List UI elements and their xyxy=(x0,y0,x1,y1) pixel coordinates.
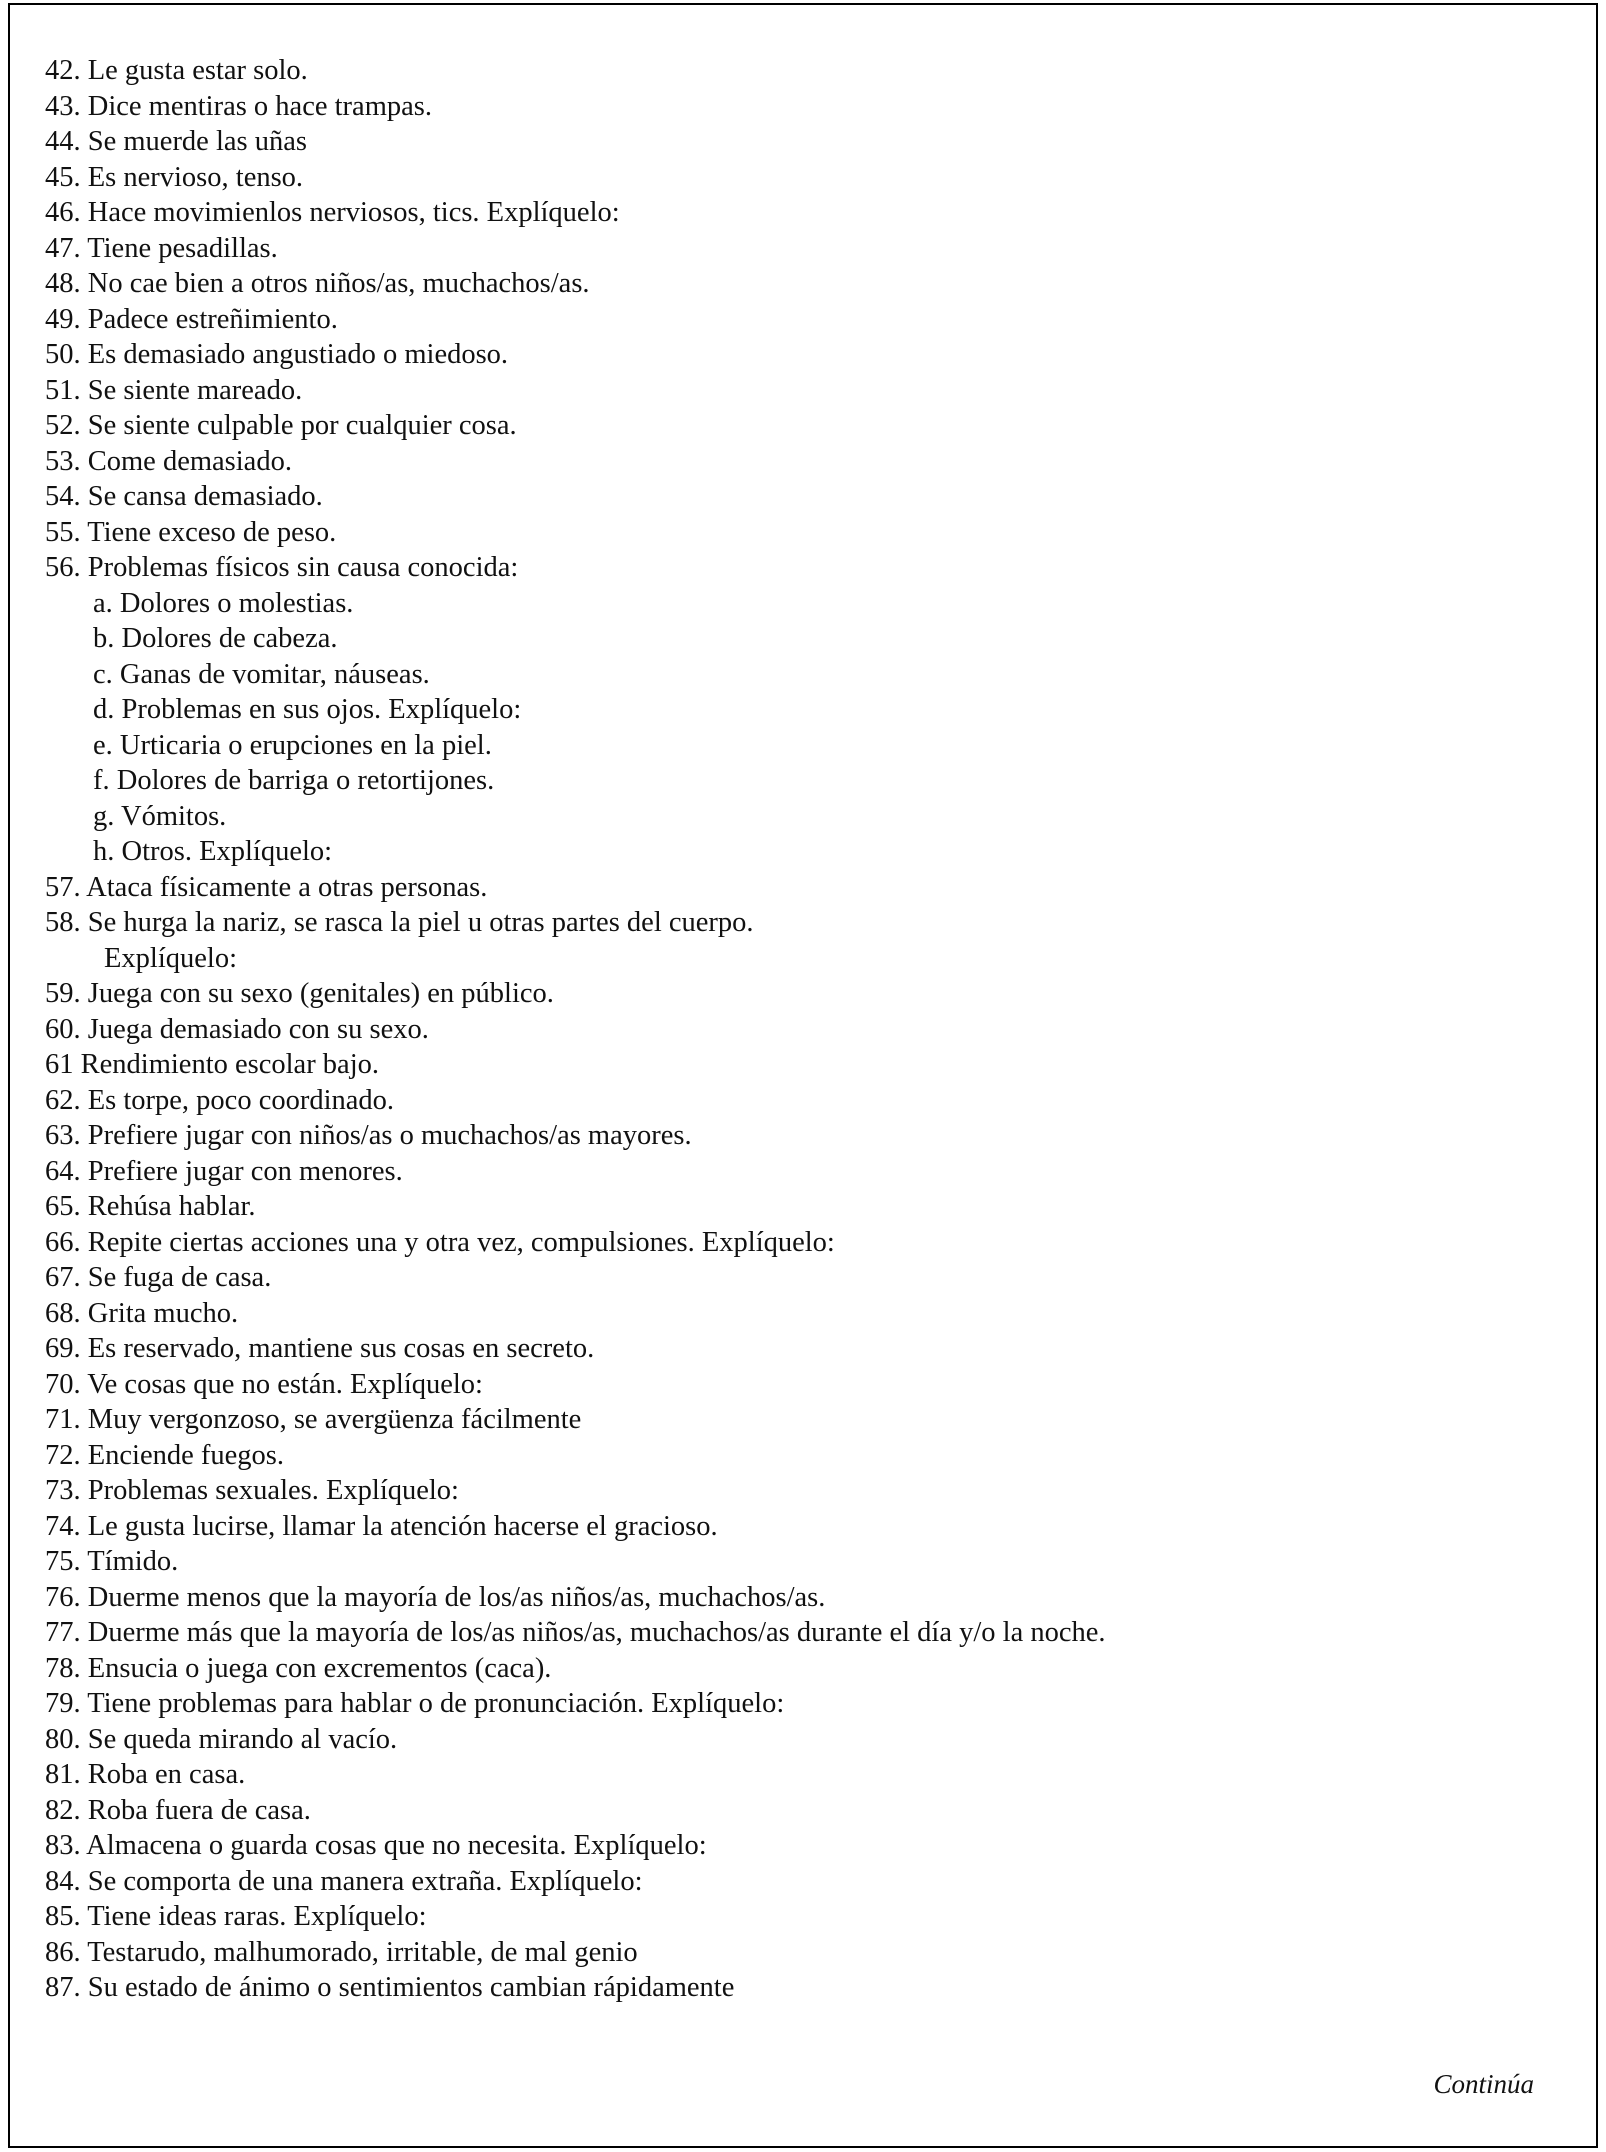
list-item: 85. Tiene ideas raras. Explíquelo: xyxy=(45,1901,427,1932)
sub-list-item: d. Problemas en sus ojos. Explíquelo: xyxy=(93,694,522,725)
sub-list-item: h. Otros. Explíquelo: xyxy=(93,836,333,867)
list-item: 49. Padece estreñimiento. xyxy=(45,303,338,335)
list-item: 72. Enciende fuegos. xyxy=(45,1439,285,1471)
list-item: 58. Se hurga la nariz, se rasca la piel u otras partes del cuerpo. xyxy=(45,907,754,938)
list-item: 73. Problemas sexuales. Explíquelo: xyxy=(45,1475,459,1506)
checklist-items xyxy=(45,53,1106,2006)
list-item: 84. Se comporta de una manera extraña. Explíquelo: xyxy=(45,1865,643,1897)
list-item: 61 Rendimiento escolar bajo. xyxy=(45,1049,379,1080)
list-item: 82. Roba fuera de casa. xyxy=(45,1794,311,1826)
list-item: 86. Testarudo, malhumorado, irritable, de mal genio xyxy=(45,1936,638,1968)
list-item: 66. Repite ciertas acciones una y otra vez, compulsiones. Explíquelo: xyxy=(45,1226,835,1258)
list-item: 83. Almacena o guarda cosas que no necesita. Explíquelo: xyxy=(45,1830,707,1861)
list-item: 59. Juega con su sexo (genitales) en público. xyxy=(45,978,554,1009)
list-item: 44. Se muerde las uñas xyxy=(45,126,307,157)
list-item: 81. Roba en casa. xyxy=(45,1759,246,1790)
list-item: 53. Come demasiado. xyxy=(45,445,292,477)
list-item: 74. Le gusta lucirse, llamar la atención hacerse el gracioso. xyxy=(45,1510,718,1542)
list-item: 46. Hace movimienlos nerviosos, tics. Explíquelo: xyxy=(45,197,620,228)
list-item: 69. Es reservado, mantiene sus cosas en secreto. xyxy=(45,1333,595,1364)
list-item: 77. Duerme más que la mayoría de los/as niños/as, muchachos/as durante el día y/o la noche. xyxy=(45,1617,1106,1648)
continue-note: Continúa xyxy=(1433,2069,1534,2099)
list-item: 80. Se queda mirando al vacío. xyxy=(45,1723,398,1755)
list-item: 60. Juega demasiado con su sexo. xyxy=(45,1013,429,1045)
list-item: 43. Dice mentiras o hace trampas. xyxy=(45,90,432,122)
list-item: 78. Ensucia o juega con excrementos (caca). xyxy=(45,1652,552,1684)
sub-list-item: a. Dolores o molestias. xyxy=(93,587,354,619)
sub-list-item: f. Dolores de barriga o retortijones. xyxy=(93,765,495,796)
sub-list-item: c. Ganas de vomitar, náuseas. xyxy=(93,658,430,690)
list-item: 65. Rehúsa hablar. xyxy=(45,1191,256,1222)
list-item: 62. Es torpe, poco coordinado. xyxy=(45,1084,395,1116)
sub-list-item: g. Vómitos. xyxy=(93,800,227,832)
list-item: 68. Grita mucho. xyxy=(45,1297,239,1329)
list-item: 75. Tímido. xyxy=(45,1546,179,1577)
list-item: 56. Problemas físicos sin causa conocida: xyxy=(45,552,519,583)
list-item: 51. Se siente mareado. xyxy=(45,374,303,406)
list-item: 70. Ve cosas que no están. Explíquelo: xyxy=(45,1368,483,1400)
list-item: 50. Es demasiado angustiado o miedoso. xyxy=(45,339,509,370)
list-item: 48. No cae bien a otros niños/as, muchachos/as. xyxy=(45,268,590,299)
list-item: 87. Su estado de ánimo o sentimientos cambian rápidamente xyxy=(45,1972,735,2003)
list-item: 52. Se siente culpable por cualquier cosa. xyxy=(45,410,517,441)
list-item: 42. Le gusta estar solo. xyxy=(45,55,308,86)
sub-list-item: b. Dolores de cabeza. xyxy=(93,623,338,654)
list-item: 71. Muy vergonzoso, se avergüenza fácilmente xyxy=(45,1404,582,1435)
list-item: 76. Duerme menos que la mayoría de los/as niños/as, muchachos/as. xyxy=(45,1581,826,1613)
list-item: 55. Tiene exceso de peso. xyxy=(45,516,337,548)
list-item: 57. Ataca físicamente a otras personas. xyxy=(45,871,488,903)
list-item: 67. Se fuga de casa. xyxy=(45,1262,272,1293)
list-item-continuation: Explíquelo: xyxy=(104,942,237,974)
list-item: 47. Tiene pesadillas. xyxy=(45,232,278,264)
page-frame xyxy=(8,3,1598,2148)
list-item: 79. Tiene problemas para hablar o de pronunciación. Explíquelo: xyxy=(45,1688,785,1719)
sub-list-item: e. Urticaria o erupciones en la piel. xyxy=(93,729,492,761)
list-item: 63. Prefiere jugar con niños/as o muchachos/as mayores. xyxy=(45,1120,692,1151)
list-item: 45. Es nervioso, tenso. xyxy=(45,161,304,193)
list-item: 64. Prefiere jugar con menores. xyxy=(45,1155,403,1187)
list-item: 54. Se cansa demasiado. xyxy=(45,481,323,512)
